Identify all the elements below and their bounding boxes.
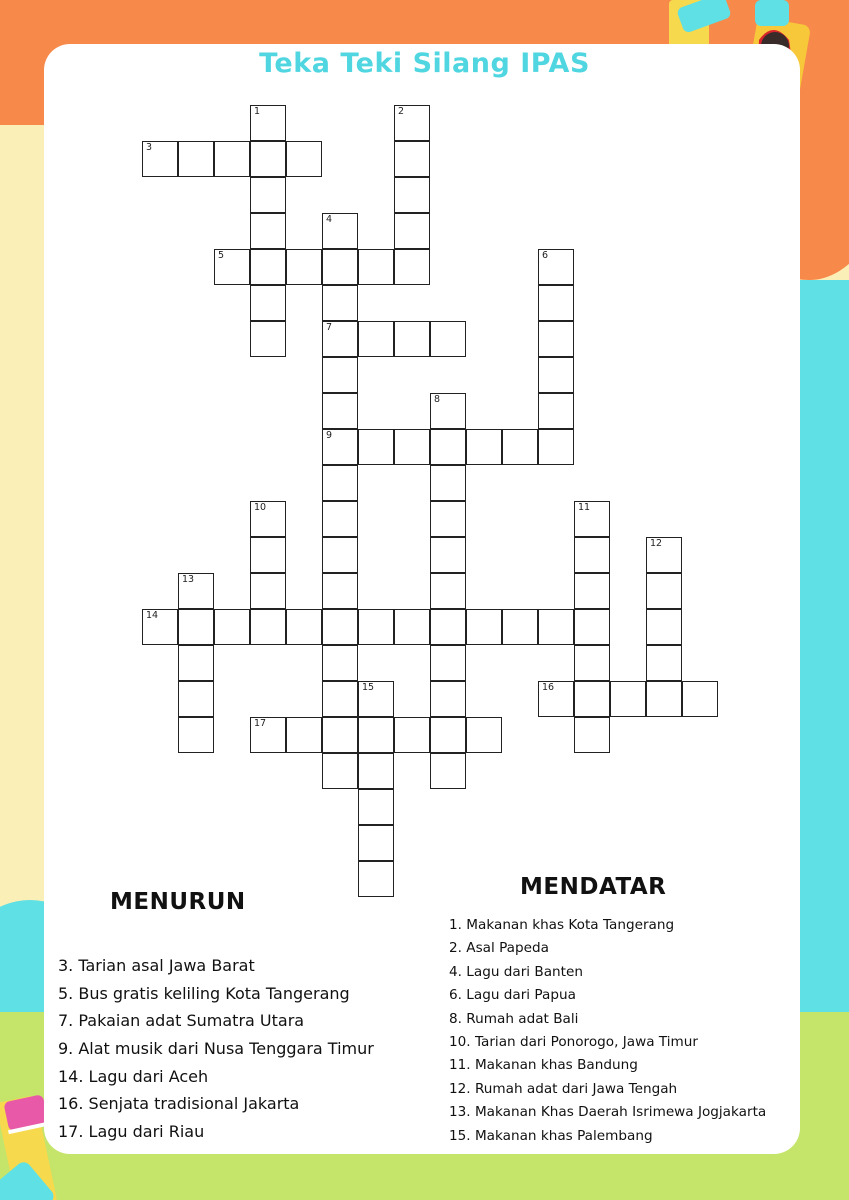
crossword-cell[interactable] — [286, 141, 322, 177]
clue-item: 3. Tarian asal Jawa Barat — [58, 956, 255, 975]
crossword-cell[interactable] — [142, 141, 178, 177]
crossword-cell[interactable] — [358, 825, 394, 861]
crossword-cell[interactable] — [358, 249, 394, 285]
crossword-cell[interactable] — [322, 501, 358, 537]
crossword-cell[interactable] — [574, 681, 610, 717]
clue-number: 17 — [254, 718, 267, 729]
crossword-cell[interactable] — [322, 717, 358, 753]
crossword-cell[interactable] — [178, 141, 214, 177]
clue-number: 4 — [326, 214, 333, 225]
crossword-cell[interactable] — [394, 249, 430, 285]
menurun-heading: MENURUN — [110, 889, 246, 915]
crossword-cell[interactable] — [574, 573, 610, 609]
crossword-cell[interactable] — [394, 429, 430, 465]
crossword-cell[interactable] — [250, 717, 286, 753]
crossword-cell[interactable] — [322, 213, 358, 249]
clue-item: 12. Rumah adat dari Jawa Tengah — [449, 1080, 678, 1097]
crossword-cell[interactable] — [430, 501, 466, 537]
crossword-cell[interactable] — [358, 753, 394, 789]
clue-item: 2. Asal Papeda — [449, 940, 549, 957]
crossword-cell[interactable] — [646, 573, 682, 609]
crossword-cell[interactable] — [178, 681, 214, 717]
crossword-cell[interactable] — [430, 573, 466, 609]
crossword-cell[interactable] — [646, 645, 682, 681]
crossword-cell[interactable] — [322, 285, 358, 321]
clue-item: 10. Tarian dari Ponorogo, Jawa Timur — [449, 1033, 698, 1050]
crossword-cell[interactable] — [430, 645, 466, 681]
crossword-cell[interactable] — [538, 321, 574, 357]
clue-number: 1 — [254, 106, 261, 117]
crossword-cell[interactable] — [358, 609, 394, 645]
clue-item: 6. Lagu dari Papua — [449, 987, 576, 1004]
crossword-cell[interactable] — [214, 609, 250, 645]
crossword-cell[interactable] — [574, 717, 610, 753]
crossword-cell[interactable] — [538, 249, 574, 285]
clue-number: 10 — [254, 502, 267, 513]
crossword-cell[interactable] — [322, 249, 358, 285]
crossword-cell[interactable] — [430, 681, 466, 717]
clue-number: 12 — [650, 538, 663, 549]
crossword-cell[interactable] — [286, 609, 322, 645]
crossword-cell[interactable] — [538, 609, 574, 645]
crossword-cell[interactable] — [358, 861, 394, 897]
crossword-cell[interactable] — [502, 609, 538, 645]
crossword-cell[interactable] — [214, 141, 250, 177]
mendatar-heading: MENDATAR — [520, 874, 667, 900]
crossword-cell[interactable] — [286, 717, 322, 753]
crossword-cell[interactable] — [250, 321, 286, 357]
clue-item: 9. Alat musik dari Nusa Tenggara Timur — [58, 1039, 374, 1059]
crossword-cell[interactable] — [322, 681, 358, 717]
crossword-cell[interactable] — [394, 321, 430, 357]
clue-item: 15. Makanan khas Palembang — [449, 1127, 653, 1144]
crossword-cell[interactable] — [574, 645, 610, 681]
clue-item: 4. Lagu dari Banten — [449, 963, 583, 980]
clue-item: 13. Makanan Khas Daerah Isrimewa Jogjakarta — [449, 1104, 767, 1121]
crossword-cell[interactable] — [358, 321, 394, 357]
clue-item: 14. Lagu dari Aceh — [58, 1066, 209, 1086]
crossword-cell[interactable] — [322, 573, 358, 609]
crossword-cell[interactable] — [430, 717, 466, 753]
crossword-cell[interactable] — [322, 357, 358, 393]
crossword-cell[interactable] — [538, 357, 574, 393]
clue-number: 16 — [542, 682, 555, 693]
clue-item: 17. Lagu dari Riau — [58, 1122, 205, 1142]
clue-number: 5 — [218, 250, 225, 261]
crossword-cell[interactable] — [430, 465, 466, 501]
crossword-cell[interactable] — [322, 465, 358, 501]
crossword-cell[interactable] — [394, 105, 430, 141]
crossword-cell[interactable] — [646, 537, 682, 573]
crossword-cell[interactable] — [466, 609, 502, 645]
crossword-cell[interactable] — [430, 753, 466, 789]
crossword-cell[interactable] — [322, 429, 358, 465]
crossword-cell[interactable] — [250, 285, 286, 321]
crossword-cell[interactable] — [250, 249, 286, 285]
crossword-cell[interactable] — [214, 249, 250, 285]
crossword-cell[interactable] — [322, 393, 358, 429]
crossword-cell[interactable] — [322, 753, 358, 789]
crossword-cell[interactable] — [502, 429, 538, 465]
crossword-cell[interactable] — [646, 609, 682, 645]
crossword-cell[interactable] — [430, 321, 466, 357]
crossword-cell[interactable] — [394, 717, 430, 753]
crossword-cell[interactable] — [574, 609, 610, 645]
clue-number: 6 — [542, 250, 549, 261]
crossword-cell[interactable] — [538, 285, 574, 321]
crossword-cell[interactable] — [250, 141, 286, 177]
crossword-cell[interactable] — [430, 393, 466, 429]
crossword-cell[interactable] — [250, 501, 286, 537]
clue-item: 5. Bus gratis keliling Kota Tangerang — [58, 983, 350, 1003]
crossword-cell[interactable] — [430, 429, 466, 465]
crossword-cell[interactable] — [250, 177, 286, 213]
crossword-cell[interactable] — [538, 429, 574, 465]
crossword-cell[interactable] — [394, 213, 430, 249]
clue-item: 7. Pakaian adat Sumatra Utara — [58, 1011, 305, 1031]
crossword-cell[interactable] — [538, 681, 574, 717]
crossword-cell[interactable] — [610, 681, 646, 717]
crossword-cell[interactable] — [322, 537, 358, 573]
crossword-cell[interactable] — [250, 213, 286, 249]
crossword-cell[interactable] — [394, 177, 430, 213]
crossword-cell[interactable] — [430, 609, 466, 645]
crossword-cell[interactable] — [250, 573, 286, 609]
crossword-cell[interactable] — [178, 645, 214, 681]
crossword-cell[interactable] — [178, 609, 214, 645]
clue-item: 8. Rumah adat Bali — [449, 1010, 579, 1027]
crossword-cell[interactable] — [178, 573, 214, 609]
crossword-cell[interactable] — [250, 105, 286, 141]
clue-item: 16. Senjata tradisional Jakarta — [58, 1094, 300, 1114]
crossword-cell[interactable] — [142, 609, 178, 645]
crossword-cell[interactable] — [286, 249, 322, 285]
crossword-cell[interactable] — [574, 537, 610, 573]
crossword-cell[interactable] — [250, 537, 286, 573]
crossword-cell[interactable] — [358, 717, 394, 753]
clue-number: 3 — [146, 142, 153, 153]
crossword-cell[interactable] — [322, 609, 358, 645]
crossword-cell[interactable] — [322, 321, 358, 357]
crossword-cell[interactable] — [394, 141, 430, 177]
crossword-cell[interactable] — [466, 717, 502, 753]
clue-number: 11 — [578, 502, 591, 513]
menurun-clue-list — [58, 952, 374, 1146]
crossword-cell[interactable] — [466, 429, 502, 465]
clue-item: 1. Makanan khas Kota Tangerang — [449, 917, 675, 933]
clue-number: 8 — [434, 394, 441, 405]
crossword-cell[interactable] — [178, 717, 214, 753]
clue-number: 14 — [146, 610, 159, 621]
page-title: Teka Teki Silang IPAS — [259, 48, 590, 79]
crossword-cell[interactable] — [574, 501, 610, 537]
crossword-cell[interactable] — [538, 393, 574, 429]
crossword-cell[interactable] — [358, 429, 394, 465]
mendatar-clue-list — [449, 914, 766, 1148]
crossword-cell[interactable] — [430, 537, 466, 573]
crossword-cell[interactable] — [646, 681, 682, 717]
clue-item: 11. Makanan khas Bandung — [449, 1057, 638, 1074]
crossword-cell[interactable] — [358, 789, 394, 825]
clue-number: 15 — [362, 682, 375, 693]
clue-number: 9 — [326, 430, 333, 441]
crossword-cell[interactable] — [394, 609, 430, 645]
crossword-cell[interactable] — [250, 609, 286, 645]
crossword-cell[interactable] — [358, 681, 394, 717]
clue-number: 2 — [398, 106, 405, 117]
clue-number: 13 — [182, 574, 195, 585]
crossword-cell[interactable] — [322, 645, 358, 681]
clue-number: 7 — [326, 322, 333, 333]
crossword-cell[interactable] — [682, 681, 718, 717]
